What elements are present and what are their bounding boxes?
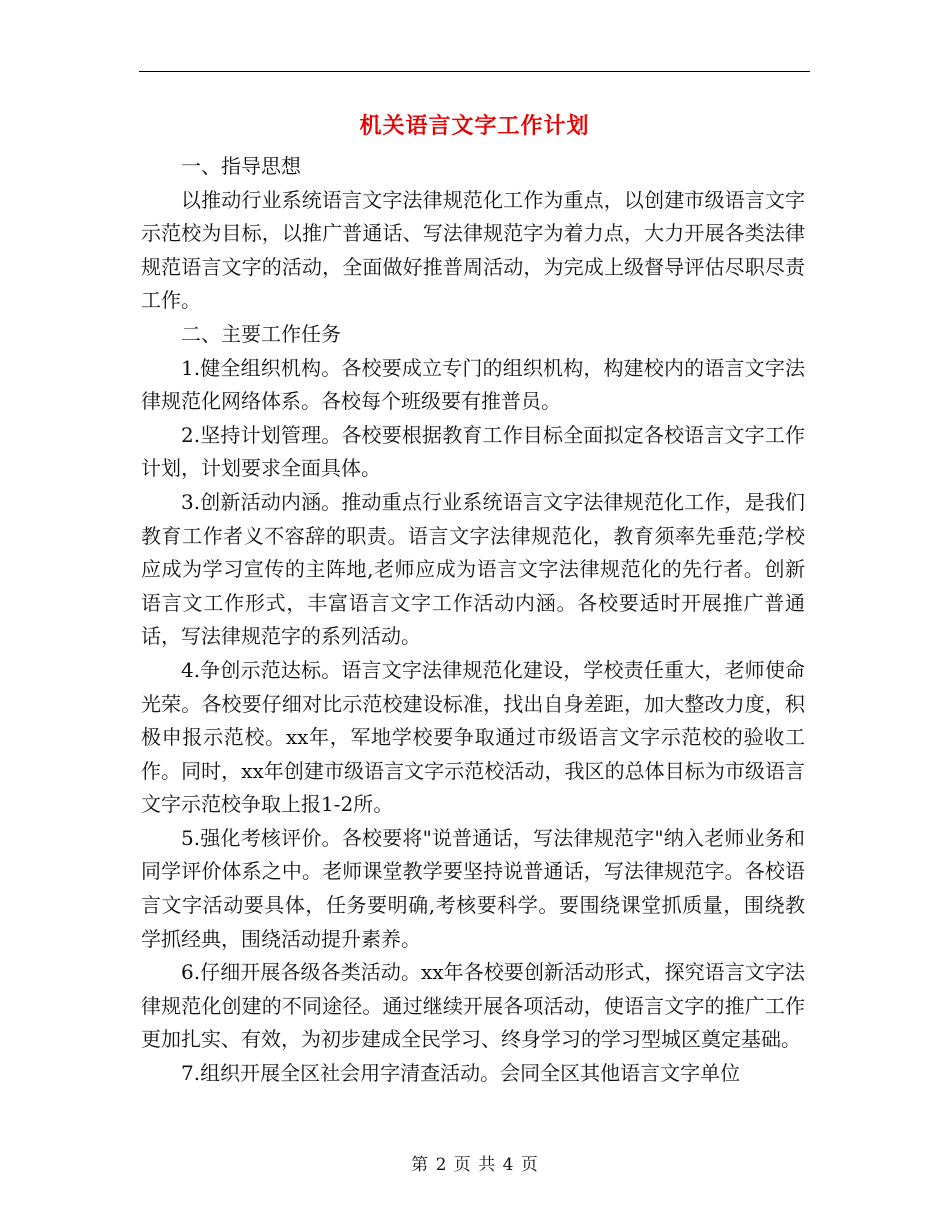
- page-footer: 第 2 页 共 4 页: [411, 1155, 539, 1175]
- paragraph-task-7: 7.组织开展全区社会用字清查活动。会同全区其他语言文字单位: [181, 1061, 741, 1086]
- paragraph-task-6: 6.仔细开展各级各类活动。xx年各校要创新活动形式，探究语言文字法律规范化创建的不同途径。通过继续开展各项活动，使语言文字的推广工作更加扎实、有效，为初步建成全民学习、终身学习的学习型城区奠定基础。: [141, 960, 805, 1052]
- paragraph-guiding-thought: 以推动行业系统语言文字法律规范化工作为重点，以创建市级语言文字示范校为目标，以推广普通话、写法律规范字为着力点，大力开展各类法律规范语言文字的活动，全面做好推普周活动，为完成上级督导评估尽职尽责工作。: [141, 187, 805, 313]
- section-heading-main-tasks: 二、主要工作任务: [181, 321, 341, 346]
- document-title: 机关语言文字工作计划: [359, 113, 590, 139]
- document-body: [141, 150, 805, 1091]
- header-rule: [139, 71, 810, 72]
- paragraph-task-2: 2.坚持计划管理。各校要根据教育工作目标全面拟定各校语言文字工作计划，计划要求全面具体。: [141, 422, 805, 481]
- paragraph-task-1: 1.健全组织机构。各校要成立专门的组织机构，构建校内的语言文字法律规范化网络体系。各校每个班级要有推普员。: [141, 355, 805, 414]
- paragraph-task-5: 5.强化考核评价。各校要将"说普通话，写法律规范字"纳入老师业务和同学评价体系之中。老师课堂教学要坚持说普通话，写法律规范字。各校语言文字活动要具体，任务要明确,考核要科学。要围绕课堂抓质量，围绕教学抓经典，围绕活动提升素养。: [141, 825, 805, 951]
- paragraph-task-4: 4.争创示范达标。语言文字法律规范化建设，学校责任重大，老师使命光荣。各校要仔细对比示范校建设标准，找出自身差距，加大整改力度，积极申报示范校。xx年，军地学校要争取通过市级语言文字示范校的验收工作。同时，xx年创建市级语言文字示范校活动，我区的总体目标为市级语言文字示范校争取上报1-2所。: [141, 657, 805, 817]
- section-heading-guiding-thought: 一、指导思想: [181, 154, 301, 178]
- paragraph-task-3: 3.创新活动内涵。推动重点行业系统语言文字法律规范化工作，是我们教育工作者义不容辞的职责。语言文字法律规范化，教育须率先垂范;学校应成为学习宣传的主阵地,老师应成为语言文字法律规范化的先行者。创新语言文工作形式，丰富语言文字工作活动内涵。各校要适时开展推广普通话，写法律规范字的系列活动。: [141, 489, 805, 649]
